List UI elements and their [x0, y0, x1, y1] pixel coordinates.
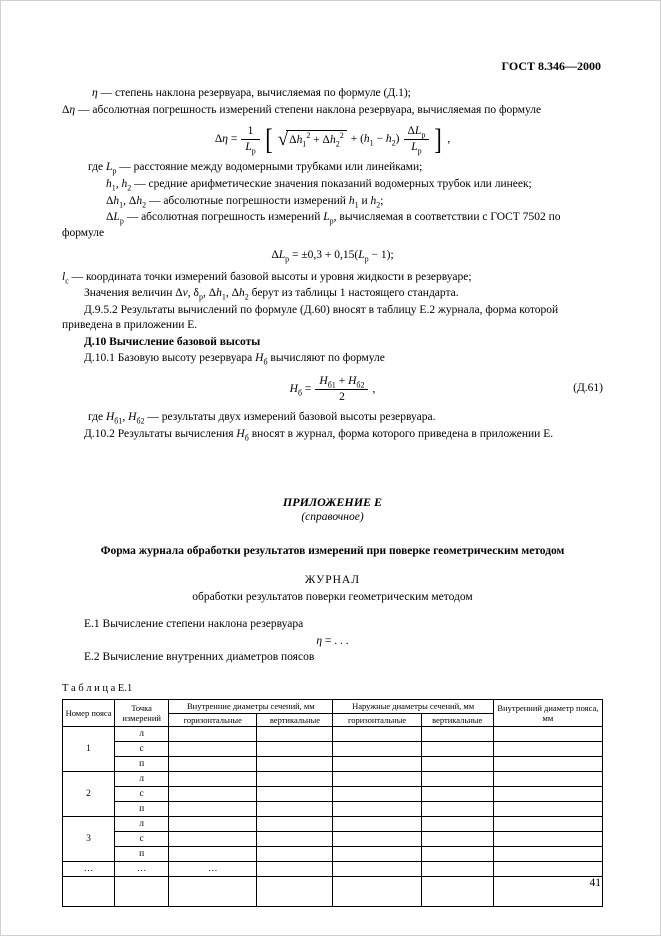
where-dh1-dh2-definition: $\Delta h_1$, $\Delta h_2$ — абсолютные погрешности измерений $h_1$ и $h_2$;: [106, 194, 384, 209]
empty-cell: [257, 817, 333, 832]
empty-cell: [333, 877, 421, 907]
empty-cell: [169, 802, 257, 817]
paragraph-d952: Д.9.5.2 Результаты вычислений по формуле (Д.60) вносят в таблицу Е.2 журнала, форма которой приведена в приложении Е.: [62, 303, 559, 332]
paragraph-eta-definition: η — степень наклона резервуара, вычисляемая по формуле (Д.1);: [92, 87, 411, 99]
empty-cell: [257, 772, 333, 787]
formula-lhs: $H_б$ =: [289, 382, 312, 397]
empty-cell: [421, 772, 493, 787]
table-row: [63, 802, 603, 817]
formula-lhs: Δη =: [214, 132, 238, 145]
fraction-numerator: 1: [241, 125, 259, 140]
paragraph-d101: Д.10.1 Базовую высоту резервуара $H_б$ вычисляют по формуле: [84, 352, 385, 367]
empty-cell: [257, 727, 333, 742]
empty-cell: [493, 772, 602, 787]
empty-cell: [169, 832, 257, 847]
ellipsis-cell: …: [63, 862, 115, 877]
table-row: [63, 787, 603, 802]
table-caption: Т а б л и ц а Е.1: [62, 682, 133, 694]
appendix-subtitle: (справочное): [301, 511, 364, 524]
empty-cell: [421, 802, 493, 817]
empty-cell: [493, 802, 602, 817]
empty-cell: [257, 877, 333, 907]
point-cell: п: [115, 847, 169, 862]
point-cell: л: [115, 817, 169, 832]
journal-table-e1: [62, 699, 603, 907]
paragraph-delta-eta-definition: Δη — абсолютная погрешность измерений степени наклона резервуара, вычисляемая по формуле: [62, 103, 542, 116]
empty-cell: [169, 817, 257, 832]
header-horizontal-inner: горизонтальные: [169, 713, 257, 727]
journal-subheading: обработки результатов поверки геометрическим методом: [192, 590, 473, 603]
fraction-one-over-lp: [241, 125, 259, 154]
empty-cell: [169, 742, 257, 757]
heading-d10: Д.10 Вычисление базовой высоты: [84, 335, 261, 348]
empty-cell: [421, 787, 493, 802]
formula-base-height: [62, 375, 603, 404]
fraction-numerator: $H_{б1} + H_{б2}$: [315, 375, 368, 390]
point-cell: с: [115, 787, 169, 802]
fraction-denominator: 2: [339, 390, 345, 403]
appendix-title: ПРИЛОЖЕНИЕ Е: [282, 495, 383, 510]
item-e2: Е.2 Вычисление внутренних диаметров поясов: [84, 651, 315, 664]
square-root: [278, 130, 347, 149]
empty-cell: [169, 727, 257, 742]
empty-cell: [493, 847, 602, 862]
empty-cell: [169, 757, 257, 772]
empty-cell: [257, 757, 333, 772]
table-row: [63, 847, 603, 862]
empty-cell: [333, 772, 421, 787]
empty-cell: [115, 877, 169, 907]
table-row-ellipsis: [63, 862, 603, 877]
table-row: [63, 727, 603, 742]
page-number: 41: [589, 877, 601, 890]
formula-row: [214, 122, 451, 156]
empty-cell: [169, 877, 257, 907]
where-dlp-definition: $\Delta L_р$ — абсолютная погрешность измерений $L_р$, вычисляемая в соответствии с ГОСТ 7502 по формуле: [62, 211, 561, 239]
point-cell: п: [115, 802, 169, 817]
header-inner-diameters-group: Внутренние диаметры сечений, мм: [169, 700, 333, 714]
header-measure-point: Точка измерений: [115, 700, 169, 727]
empty-cell: [333, 802, 421, 817]
right-bracket: ]: [434, 122, 443, 156]
item-e1: Е.1 Вычисление степени наклона резервуара: [84, 618, 304, 631]
empty-cell: [421, 817, 493, 832]
formula-delta-lp-body: $\Delta L_р = \pm 0,3 + 0,15(L_р - 1)$;: [271, 249, 394, 264]
table-body: [63, 727, 603, 907]
empty-cell: [257, 787, 333, 802]
lc-definition: $l_с$ — координата точки измерений базовой высоты и уровня жидкости в резервуаре;: [62, 270, 472, 285]
empty-cell: [421, 757, 493, 772]
where-hb-definition: где $H_{б1}$, $H_{б2}$ — результаты двух измерений базовой высоты резервуара.: [88, 411, 436, 426]
empty-cell: [333, 847, 421, 862]
empty-cell: [257, 802, 333, 817]
belt-number-cell: 2: [63, 772, 115, 817]
empty-cell: [257, 832, 333, 847]
header-horizontal-outer: горизонтальные: [333, 713, 421, 727]
empty-cell: [421, 847, 493, 862]
journal-heading: ЖУРНАЛ: [304, 574, 361, 587]
values-note: Значения величин Δv, $\delta_р$, $\Delta h_1$, $\Delta h_2$ берут из таблицы 1 настоящего стандарта.: [84, 287, 459, 302]
empty-cell: [169, 772, 257, 787]
header-vertical-outer: вертикальные: [421, 713, 493, 727]
empty-cell: [493, 817, 602, 832]
fraction-hb-average: [315, 375, 368, 404]
empty-cell: [421, 877, 493, 907]
fraction-denominator: $L_р$: [245, 141, 256, 156]
belt-number-cell: 3: [63, 817, 115, 862]
empty-cell: [421, 832, 493, 847]
formula-delta-eta: [62, 122, 603, 156]
where-h1-h2-definition: $h_1$, $h_2$ — средние арифметические значения показаний водомерных трубок или линеек;: [106, 177, 532, 193]
table-row: [63, 772, 603, 787]
fraction-denominator: $L_р$: [411, 141, 422, 156]
left-bracket: [: [264, 122, 273, 156]
header-belt-number: Номер пояса: [63, 700, 115, 727]
point-cell: л: [115, 772, 169, 787]
table-row-empty: [63, 877, 603, 907]
page-content: [62, 86, 603, 907]
empty-cell: [333, 757, 421, 772]
table-header: [63, 700, 603, 727]
empty-cell: [493, 862, 602, 877]
empty-cell: [333, 862, 421, 877]
empty-cell: [333, 727, 421, 742]
doc-number: ГОСТ 8.346—2000: [501, 59, 601, 73]
empty-cell: [63, 877, 115, 907]
empty-cell: [421, 742, 493, 757]
point-cell: п: [115, 757, 169, 772]
radical-sign-icon: √: [277, 129, 289, 151]
empty-cell: [169, 787, 257, 802]
table-row: [63, 832, 603, 847]
empty-cell: [257, 847, 333, 862]
belt-number-cell: 1: [63, 727, 115, 772]
point-cell: с: [115, 832, 169, 847]
formula-middle-term: + $(h_1 - h_2)$: [350, 132, 400, 148]
formula-tail: ,: [447, 132, 451, 145]
formula-tail: ,: [372, 382, 376, 395]
point-cell: с: [115, 742, 169, 757]
fraction-dlp-over-lp: [404, 125, 430, 154]
header-outer-diameters-group: Наружные диаметры сечений, мм: [333, 700, 493, 714]
empty-cell: [257, 862, 333, 877]
empty-cell: [421, 862, 493, 877]
where-lp-definition: где $L_р$ — расстояние между водомерными трубками или линейками;: [88, 161, 423, 176]
ellipsis-cell: …: [115, 862, 169, 877]
empty-cell: [333, 742, 421, 757]
header-vertical-inner: вертикальные: [257, 713, 333, 727]
empty-cell: [493, 742, 602, 757]
table-row: [63, 742, 603, 757]
ellipsis-cell: …: [169, 862, 257, 877]
table-row: [63, 757, 603, 772]
eta-equals-line: η = . . .: [316, 634, 349, 647]
empty-cell: [493, 727, 602, 742]
square-root-body: $\Delta h_1^2 + \Delta h_2^2$: [286, 130, 347, 149]
empty-cell: [333, 787, 421, 802]
formula-row: [290, 375, 376, 404]
header-inner-belt-diameter: Внутренний диаметр пояса, мм: [493, 700, 602, 727]
empty-cell: [257, 742, 333, 757]
empty-cell: [493, 877, 602, 907]
point-cell: л: [115, 727, 169, 742]
paragraph-d102: Д.10.2 Результаты вычисления $H_б$ вносят в журнал, форма которого приведена в приложении Е.: [84, 427, 554, 442]
empty-cell: [333, 817, 421, 832]
empty-cell: [493, 757, 602, 772]
empty-cell: [333, 832, 421, 847]
journal-form-title: Форма журнала обработки результатов измерений при поверке геометрическим методом: [100, 544, 565, 557]
formula-number-label: (Д.61): [573, 382, 603, 395]
empty-cell: [493, 832, 602, 847]
fraction-numerator: $\Delta L_р$: [404, 125, 430, 140]
formula-delta-lp: [62, 248, 603, 264]
empty-cell: [421, 727, 493, 742]
empty-cell: [493, 787, 602, 802]
table-row: [63, 817, 603, 832]
empty-cell: [169, 847, 257, 862]
